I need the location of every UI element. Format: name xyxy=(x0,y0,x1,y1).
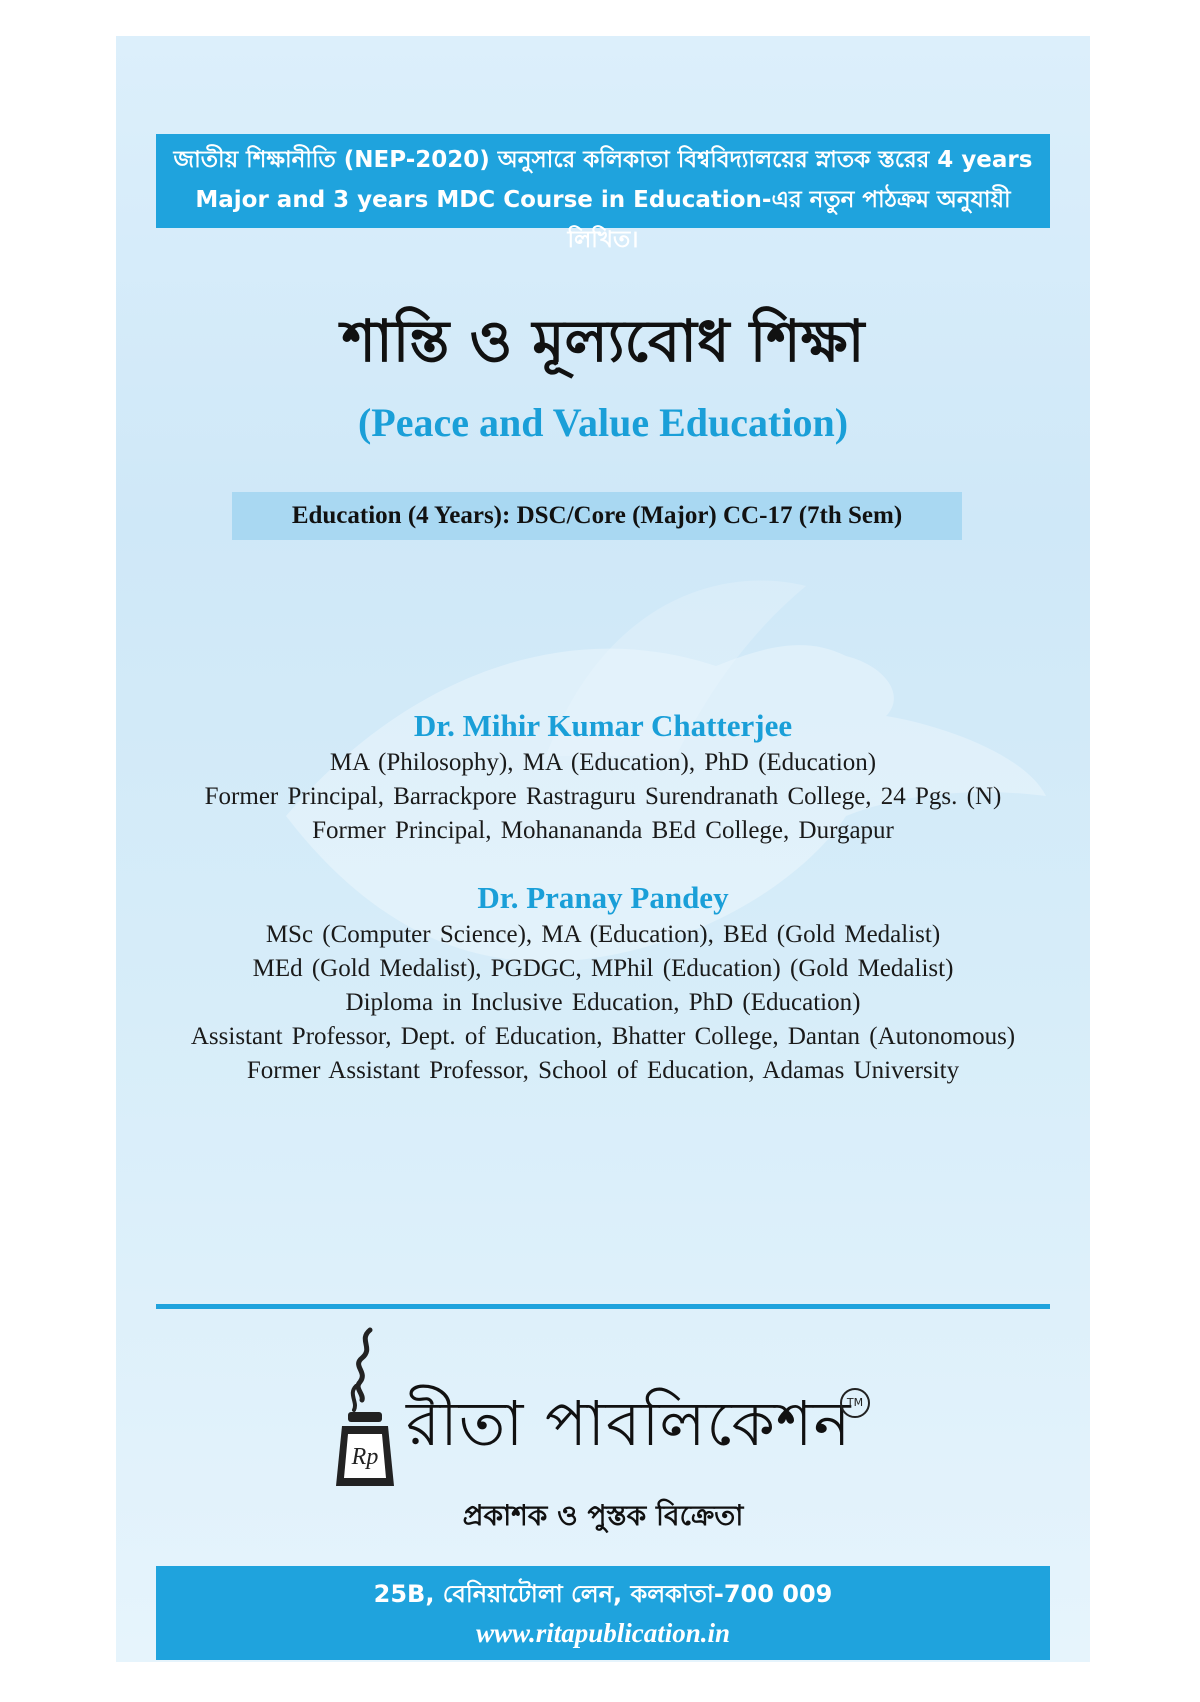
author-name: Dr. Pranay Pandey xyxy=(477,880,729,915)
author-credential: Diploma in Inclusive Education, PhD (Education) xyxy=(345,989,861,1016)
author-credential: MA (Philosophy), MA (Education), PhD (Education) xyxy=(329,749,877,776)
author-credential: Former Principal, Barrackpore Rastraguru Surendranath College, 24 Pgs. (N) xyxy=(204,783,1002,810)
publisher-name: রীতা পাবলিকেশন xyxy=(406,1387,852,1460)
book-title-bengali: শান্তি ও মূল্যবোধ শিক্ষা xyxy=(341,307,865,375)
author-credential: MEd (Gold Medalist), PGDGC, MPhil (Education) (Gold Medalist) xyxy=(252,955,954,982)
publisher-address: 25B, বেনিয়াটোলা লেন, কলকাতা-700 009 xyxy=(373,1580,833,1608)
author-credential: Former Assistant Professor, School of Education, Adamas University xyxy=(246,1057,960,1084)
lamp-logo-icon xyxy=(334,1326,396,1490)
divider-rule xyxy=(156,1304,1050,1309)
banner-line-1: জাতীয় শিক্ষানীতি (NEP-2020) অনুসারে কলিকাতা বিশ্ববিদ্যালয়ের স্নাতক স্তরের 4 years xyxy=(173,147,1033,173)
publisher-tagline: প্রকাশক ও পুস্তক বিক্রেতা xyxy=(462,1499,744,1532)
book-cover xyxy=(116,36,1090,1662)
syllabus-banner xyxy=(156,134,1050,253)
trademark-symbol: TM xyxy=(840,1388,870,1418)
logo-initials: Rp xyxy=(351,1444,379,1470)
author-credential: Assistant Professor, Dept. of Education, Bhatter College, Dantan (Autonomous) xyxy=(190,1023,1016,1050)
book-title-english: (Peace and Value Education) xyxy=(357,400,849,445)
course-label: Education (4 Years): DSC/Core (Major) CC-17 (7th Sem) xyxy=(232,492,962,540)
author-credential: MSc (Computer Science), MA (Education), BEd (Gold Medalist) xyxy=(265,921,941,948)
author-credential: Former Principal, Mohanananda BEd College, Durgapur xyxy=(312,817,894,844)
author-1 xyxy=(116,706,1090,848)
publisher-website: www.ritapublication.in xyxy=(475,1618,731,1648)
author-2 xyxy=(116,878,1090,1088)
banner-line-2: Major and 3 years MDC Course in Education-এর নতুন পাঠক্রম অনুযায়ী লিখিত। xyxy=(195,187,1011,253)
author-name: Dr. Mihir Kumar Chatterjee xyxy=(413,708,793,743)
publisher-address-box xyxy=(156,1566,1050,1660)
